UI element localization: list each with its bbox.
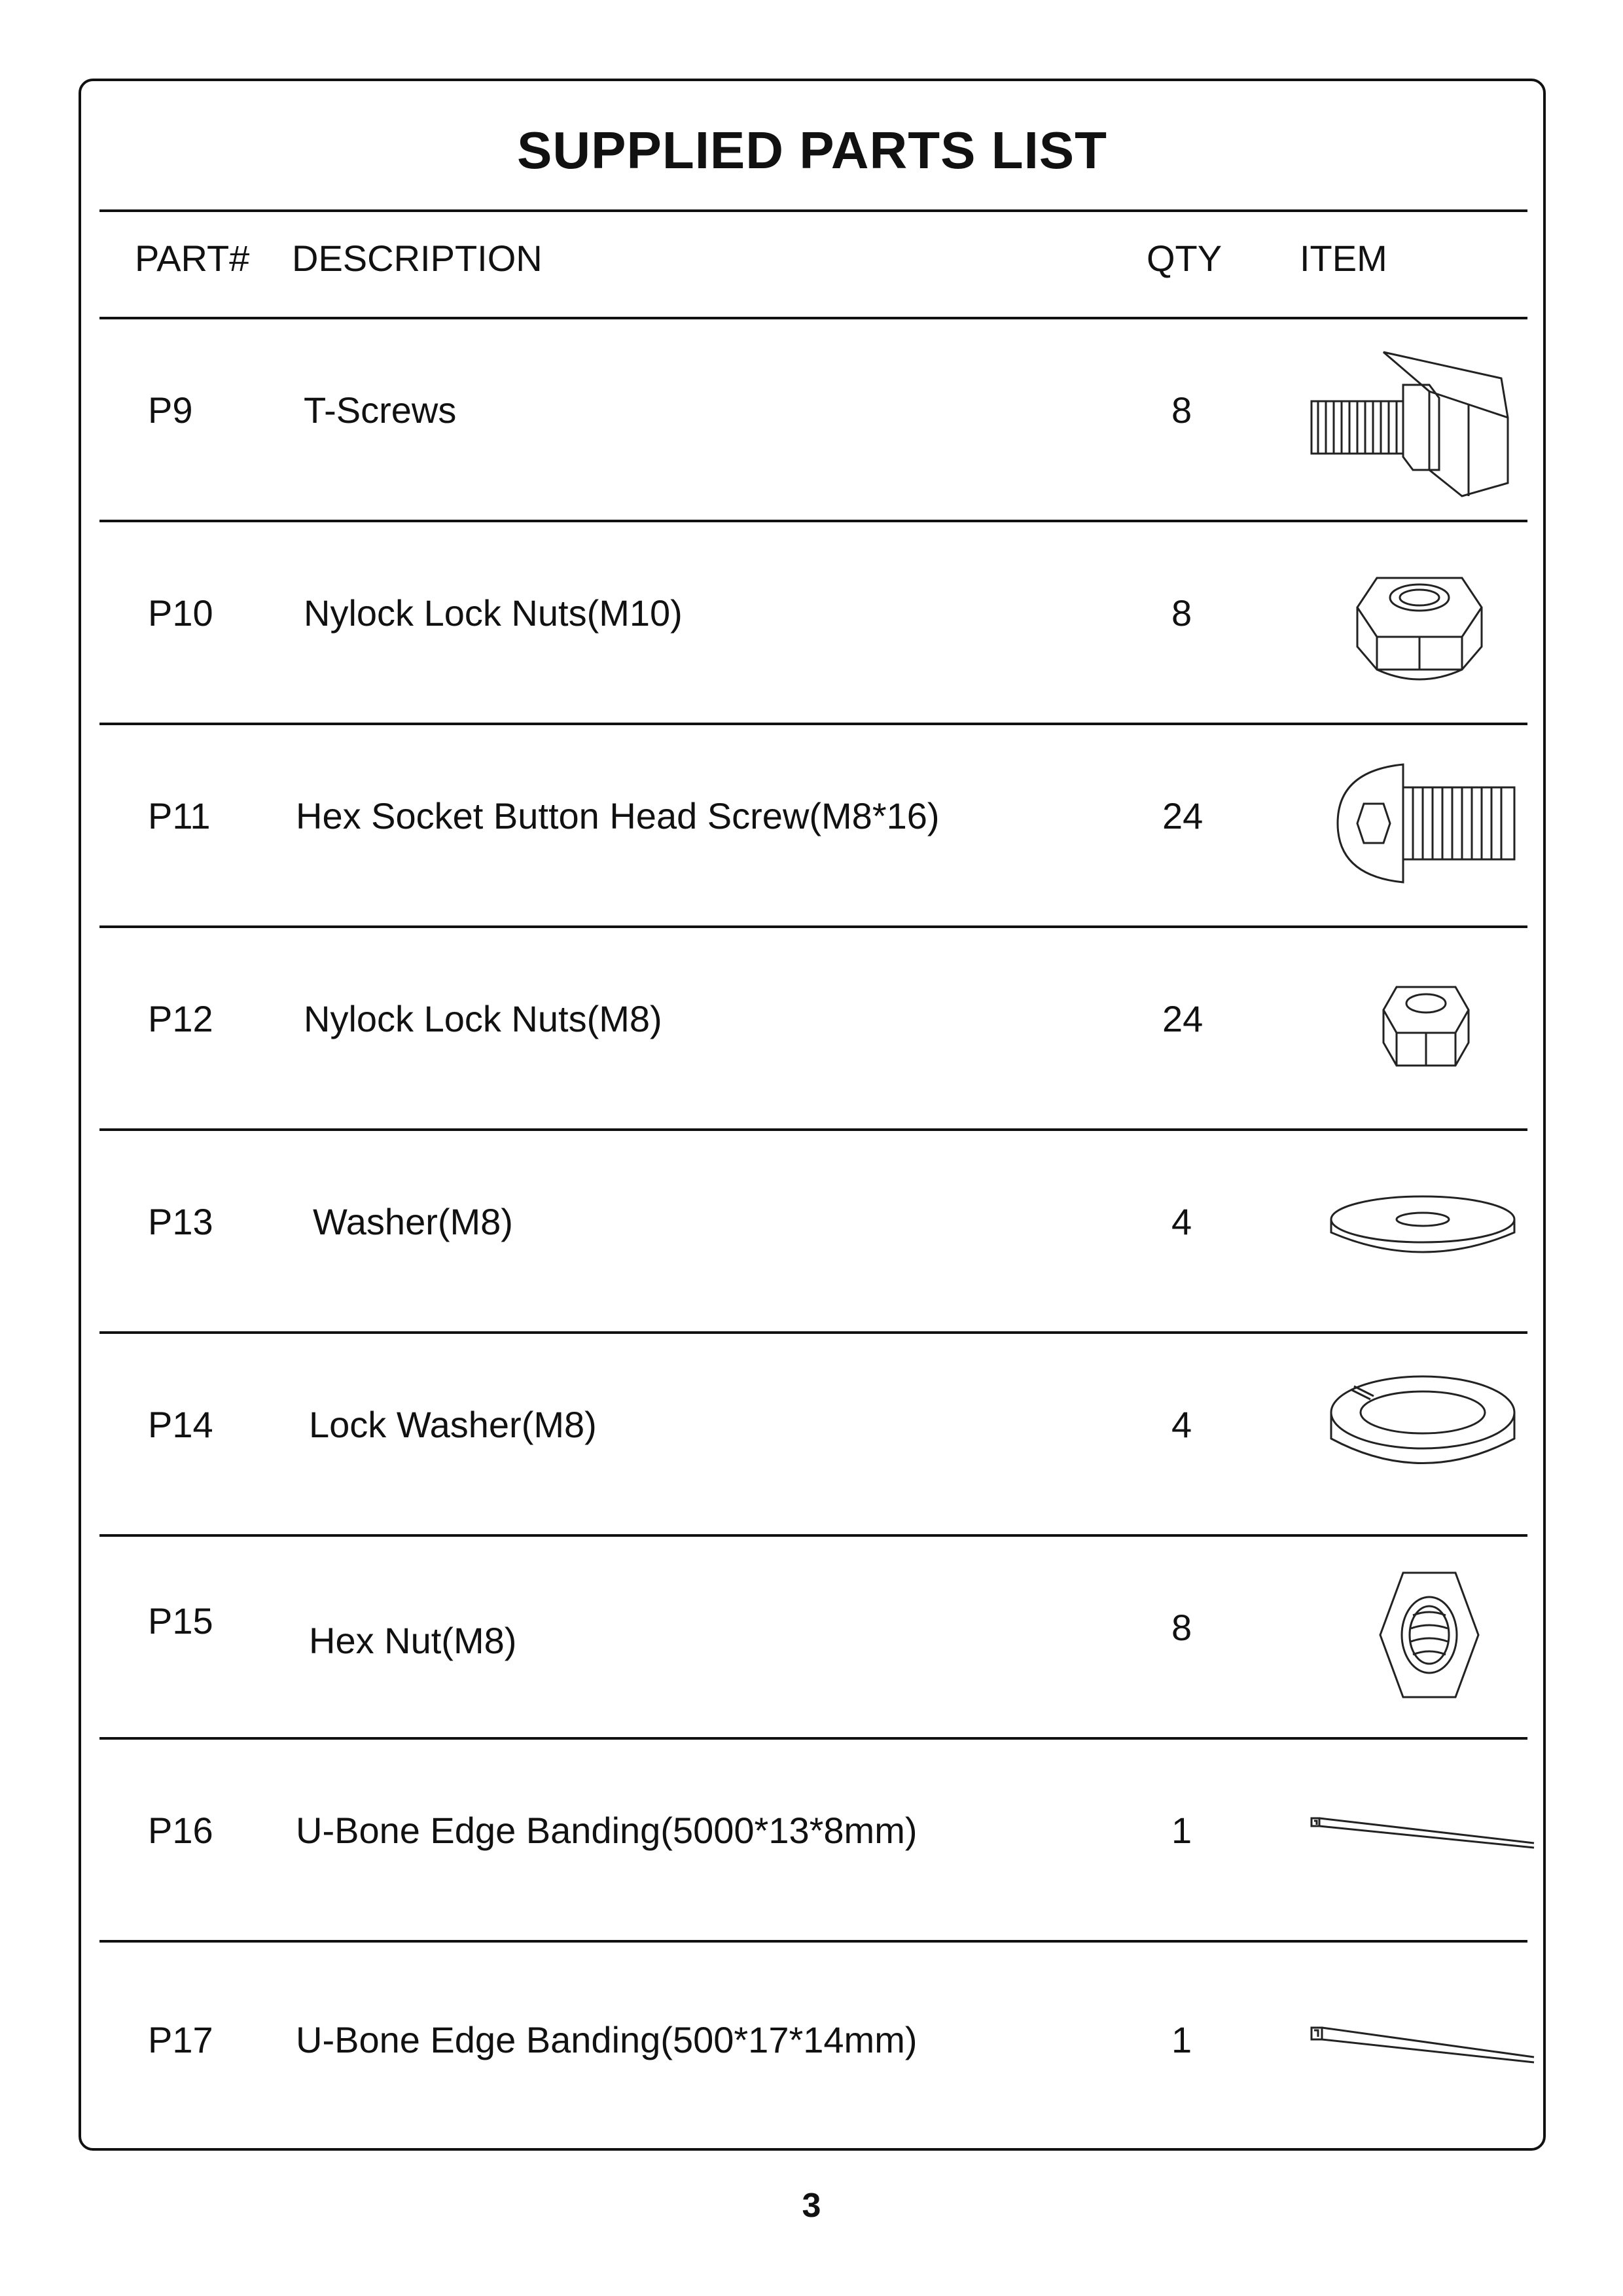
part-description: U-Bone Edge Banding(5000*13*8mm) xyxy=(296,1810,918,1851)
edge-banding-icon xyxy=(1305,2021,1541,2067)
header-part: PART# xyxy=(135,238,250,279)
lock-washer-icon xyxy=(1325,1367,1521,1498)
nylock-nut-m10-icon xyxy=(1351,555,1488,692)
nylock-nut-m8-icon xyxy=(1377,974,1475,1079)
part-qty: 8 xyxy=(1171,592,1192,634)
divider xyxy=(99,1128,1527,1131)
divider xyxy=(99,1940,1527,1943)
t-screw-icon xyxy=(1298,346,1514,509)
part-number: P9 xyxy=(148,389,193,431)
part-description: Nylock Lock Nuts(M8) xyxy=(304,998,662,1039)
edge-banding-icon xyxy=(1305,1812,1541,1851)
part-number: P11 xyxy=(148,795,211,836)
header-item: ITEM xyxy=(1300,238,1387,279)
part-qty: 8 xyxy=(1171,1607,1192,1648)
part-qty: 24 xyxy=(1162,795,1204,836)
part-number: P10 xyxy=(148,592,213,634)
page-title: SUPPLIED PARTS LIST xyxy=(516,121,1108,179)
part-qty: 8 xyxy=(1171,389,1192,431)
part-qty: 1 xyxy=(1171,1810,1192,1851)
divider xyxy=(99,1737,1527,1740)
divider xyxy=(99,1534,1527,1537)
part-description: Nylock Lock Nuts(M10) xyxy=(304,592,683,634)
part-qty: 4 xyxy=(1171,1404,1192,1445)
part-description: T-Screws xyxy=(304,389,457,431)
part-number: P13 xyxy=(148,1201,213,1242)
button-head-screw-icon xyxy=(1325,751,1521,895)
divider xyxy=(99,1331,1527,1334)
part-qty: 1 xyxy=(1171,2019,1192,2060)
divider xyxy=(99,520,1527,522)
part-description: Washer(M8) xyxy=(313,1201,513,1242)
divider xyxy=(99,925,1527,928)
divider xyxy=(99,209,1527,212)
part-description: Hex Nut(M8) xyxy=(309,1620,517,1661)
divider xyxy=(99,317,1527,319)
header-description: DESCRIPTION xyxy=(292,238,543,279)
part-number: P14 xyxy=(148,1404,213,1445)
page-number: 3 xyxy=(802,2187,821,2225)
part-qty: 24 xyxy=(1162,998,1204,1039)
header-qty: QTY xyxy=(1147,238,1222,279)
part-description: U-Bone Edge Banding(500*17*14mm) xyxy=(296,2019,918,2060)
part-number: P15 xyxy=(148,1600,213,1641)
divider xyxy=(99,723,1527,725)
part-number: P17 xyxy=(148,2019,213,2060)
parts-list-frame xyxy=(79,79,1546,2151)
part-qty: 4 xyxy=(1171,1201,1192,1242)
part-number: P16 xyxy=(148,1810,213,1851)
part-description: Lock Washer(M8) xyxy=(309,1404,597,1445)
part-number: P12 xyxy=(148,998,213,1039)
part-description: Hex Socket Button Head Screw(M8*16) xyxy=(296,795,940,836)
hex-nut-icon xyxy=(1370,1563,1488,1707)
washer-icon xyxy=(1325,1190,1521,1275)
